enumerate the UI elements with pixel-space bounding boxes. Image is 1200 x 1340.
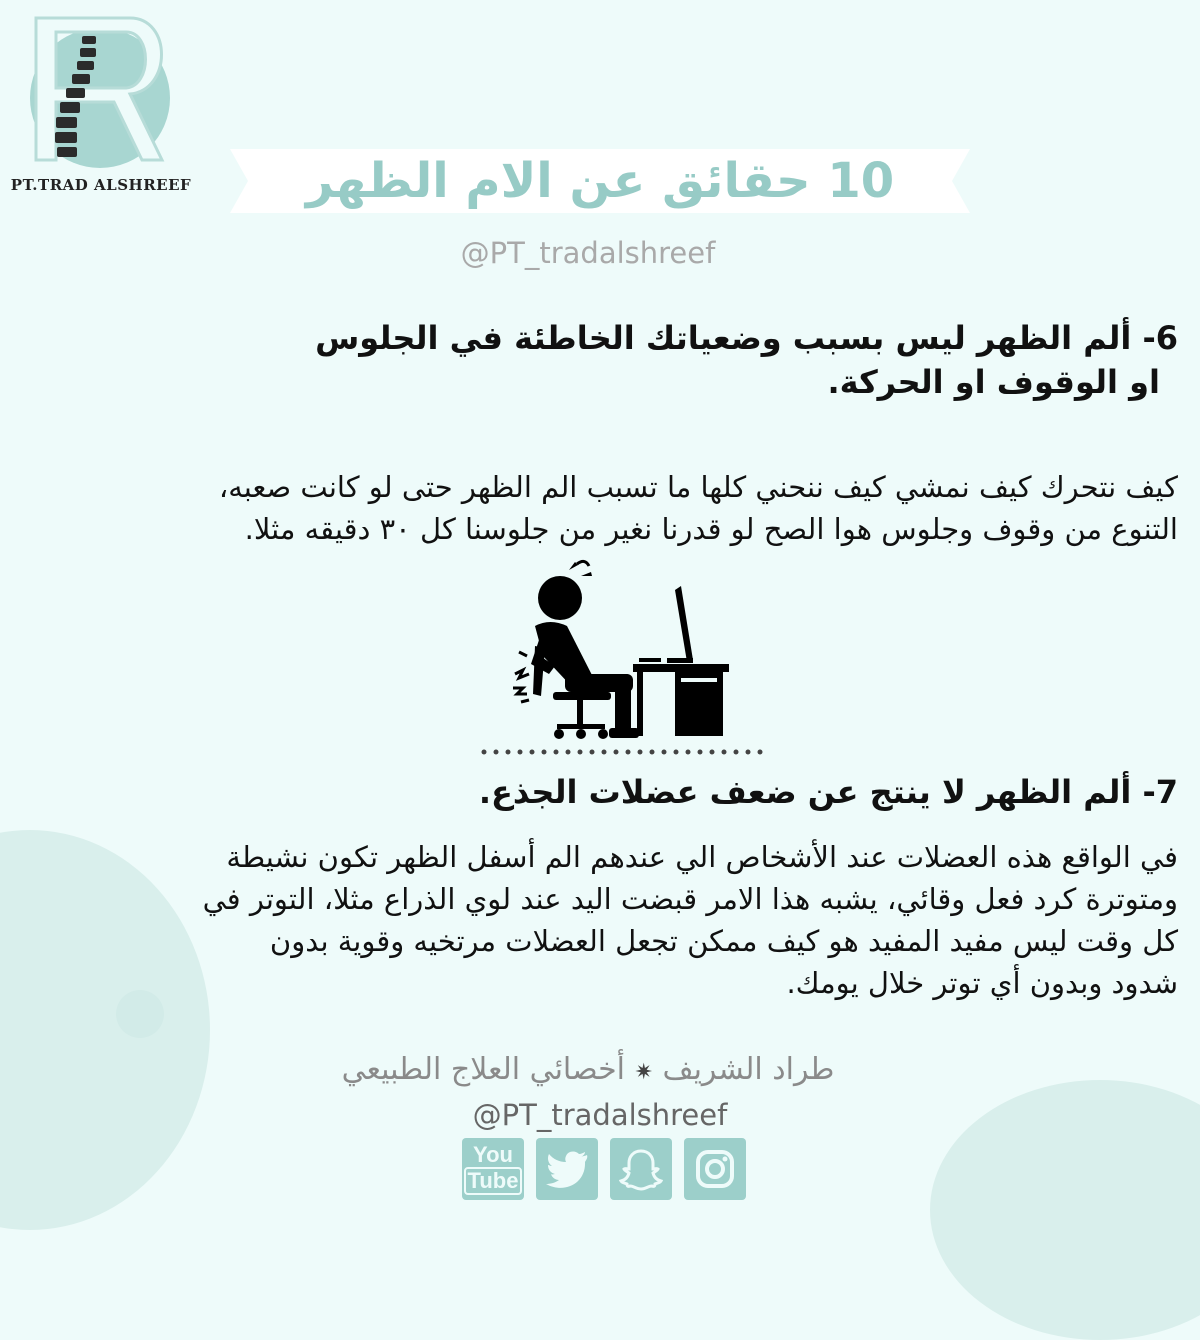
section-6-heading: [78, 316, 1178, 404]
top-handle: @PT_tradalshreef: [460, 236, 716, 270]
brand-logo: [22, 10, 202, 200]
youtube-link[interactable]: [462, 1138, 524, 1200]
footer-handle: @PT_tradalshreef: [472, 1098, 728, 1132]
section-7-paragraph: [38, 836, 1178, 1004]
page-title: 10 حقائق عن الام الظهر: [305, 153, 895, 209]
section-7-paragraph-line4: شدود وبدون أي توتر خلال يومك.: [786, 966, 1178, 1000]
section-6-heading-line2: او الوقوف او الحركة.: [827, 363, 1160, 401]
twitter-icon: [545, 1149, 589, 1189]
snapchat-link[interactable]: [610, 1138, 672, 1200]
logo-caption: PT.TRAD ALSHREEF: [10, 176, 192, 194]
instagram-icon: [695, 1149, 735, 1189]
snapchat-icon: [619, 1147, 663, 1191]
youtube-icon: You Tube: [464, 1143, 523, 1195]
footer-signature: [0, 1052, 1176, 1087]
section-6-paragraph-line2: التنوع من وقوف وجلوس هوا الصح لو قدرنا نغير من جلوسنا كل ٣٠ دقيقه مثلا.: [244, 512, 1178, 546]
section-7-paragraph-line3: كل وقت ليس مفيد المفيد هو كيف ممكن تجعل العضلات مرتخيه وقوية بدون: [269, 924, 1178, 958]
section-7-paragraph-line2: ومتوترة كرد فعل وقائي، يشبه هذا الامر قبضت اليد عند لوي الذراع مثلا، التوتر في: [202, 882, 1178, 916]
author-name: طراد الشريف: [662, 1052, 835, 1087]
section-6-paragraph: [38, 466, 1178, 550]
social-links: [462, 1138, 746, 1200]
twitter-link[interactable]: [536, 1138, 598, 1200]
section-7-heading: 7- ألم الظهر لا ينتج عن ضعف عضلات الجذع.: [478, 773, 1178, 811]
separator-star-icon: ✷: [634, 1060, 653, 1085]
section-7-paragraph-line1: في الواقع هذه العضلات عند الأشخاص الي عندهم الم أسفل الظهر تكون نشيطة: [226, 840, 1178, 874]
instagram-link[interactable]: [684, 1138, 746, 1200]
section-6-heading-line1: 6- ألم الظهر ليس بسبب وضعياتك الخاطئة في الجلوس: [315, 319, 1178, 357]
section-divider: [480, 748, 765, 756]
author-role: أخصائي العلاج الطبيعي: [341, 1052, 625, 1087]
section-6-paragraph-line1: كيف نتحرك كيف نمشي كيف ننحني كلها ما تسبب الم الظهر حتى لو كانت صعبه،: [218, 470, 1178, 504]
back-pain-illustration: [505, 556, 735, 746]
